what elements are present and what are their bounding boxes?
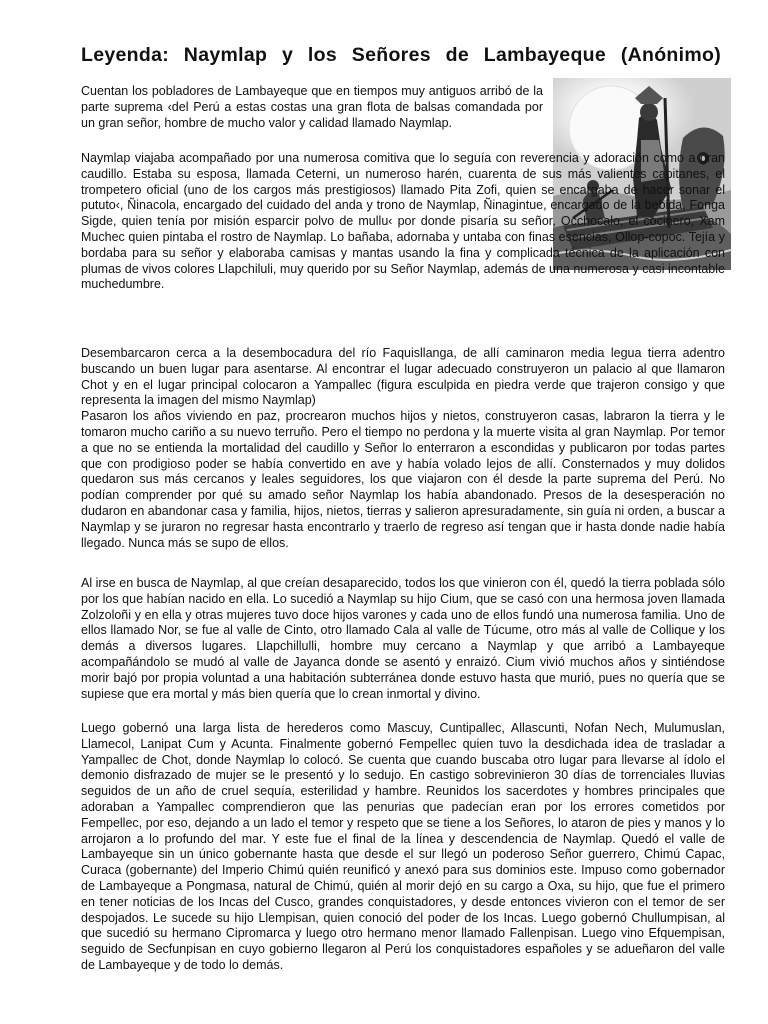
paragraph-text: Cuentan los pobladores de Lambayeque que en tiempos muy antiguos arribó de la parte suprema ‹del Perú a estas costas una gran flota de balsas comandada por un gran señor, hombre de mucho valor y calidad llamado Naymlap. — [81, 84, 543, 130]
paragraph-cium — [81, 576, 725, 702]
paragraph-text: Desembarcaron cerca a la desembocadura del río Faquisllanga, de allí caminaron media legua tierra adentro buscando un buen lugar para asentarse. Al encontrar el lugar adecuado construyeron un palacio al que llamaron Chot y en el lugar principal colocaron a Yampallec (figura esculpida en piedra verde que trajeron consigo y que representa la imagen del mismo Naymlap) — [81, 346, 725, 408]
paragraph-text: Naymlap viajaba acompañado por una numerosa comitiva que lo seguía con reverencia y adoración como a gran caudillo. Estaba su esposa, llamada Ceterni, un numeroso harén, cuarenta de sus más valientes capitanes, el trompetero oficial (uno de los cargos más prestigiosos) llamado Pita Zofi, quien se encargaba de hacer sonar el pututo‹, Ñinacola, encargado del cuidado del anda y trono de Naymlap, Ñinagintue, encargado de la bebida, Fonga Sigde, quien tenía por misión esparcir polvo de mullu‹ por donde pisaría su señor, Occhocalo, el cocinero, Xam Muchec quien pintaba el rostro de Naymlap. Lo bañaba, adornaba y untaba con finas esencias, Ollop-copoc. Tejía y bordaba para su señor y elaboraba camisas y mantas usando la fina y complicada técnica de la aplicación con plumas de vivos colores Llapchiluli, muy querido por su Señor Naymlap, además de una numerosa y casi incontable muchedumbre. — [81, 151, 725, 292]
paragraph-text: Pasaron los años viviendo en paz, procrearon muchos hijos y nietos, construyeron casas, labraron la tierra y le tomaron mucho cariño a su nuevo terruño. Pero el tiempo no perdona y la muerte visita al gran Naymlap. Por temor a que no se entienda la mortalidad del caudillo y Señor lo enterraron a escondidas y publicaron por todas partes que con prodigioso poder se había convertido en ave y había volado lejos de allí. Consternados y muy dolidos quedaron sus más cercanos y leales seguidores, los que viajaron con él desde la parte suprema del Perú. No podían comprender por qué su amado señor Naymlap los había abandonado. Presos de la desesperación no dudaron en abandonar casa y familia, hijos, nietos, tierras y salieron apresuradamente, sin guía ni orden, a buscar a Naymlap y se juraron no regresar hasta encontrarlo y traerlo de regreso así tengan que ir hasta donde nadie había llegado. Nunca más se supo de ellos. — [81, 409, 725, 550]
paragraph-herederos — [81, 721, 725, 974]
document-title: Leyenda: Naymlap y los Señores de Lambayeque (Anónimo) — [81, 44, 721, 66]
paragraph-comitiva — [81, 151, 725, 293]
paragraph-text: Luego gobernó una larga lista de herederos como Mascuy, Cuntipallec, Allascunti, Nofan Nech, Mulumuslan, Llamecol, Lanipat Cum y Acunta. Finalmente gobernó Fempellec quien tuvo la desdichada idea de trasladar a Yampallec de Chot, donde Naymlap lo colocó. Se cuenta que cuando buscaba otro lugar para llevarse al ídolo el demonio disfrazado de mujer se le presentó y lo sedujo. En castigo sobrevinieron 30 días de torrenciales lluvias seguidos de un año de cruel sequía, esterilidad y hambre. Reunidos los sacerdotes y hombres principales que adoraban a Yampallec comprendieron que las penurias que padecían eran por los errores cometidos por Fempellec, por eso, dejando a un lado el temor y respeto que se tiene a los Señores, lo ataron de pies y manos y lo arrojaron a lo profundo del mar. Y este fue el final de la línea y descendencia de Naymlap. Quedó el valle de Lambayeque sin un único gobernante hasta que desde el sur llegó un poderoso Señor guerrero, Chimú Capac, Curaca (gobernante) del Imperio Chimú quién reunificó y anexó para sus dominios este. Impuso como gobernador de Lambayeque a Pongmasa, natural de Chimú, quién al morir dejó en su cargo a Oxa, su hijo, que fue el primero en tener noticias de los Incas del Cusco, grandes conquistadores, y desde entonces vivieron con el temor de ser despojados. Le sucede su hijo Llempisan, quien conoció del poder de los Incas. Luego gobernó Chullumpisan, al que sucedió su hermano Cipromarca y luego otro hermano menor llamado Fallenpisan. Luego vino Efquempisan, seguido de Secfunpisan en cuyo gobierno llegaron al Perú los conquistadores españoles y se adueñaron del valle de Lambayeque y de todo lo demás. — [81, 721, 725, 972]
paragraph-text: Al irse en busca de Naymlap, al que creían desaparecido, todos los que vinieron con él, quedó la tierra poblada sólo por los que habían nacido en ella. Lo sucedió a Naymlap su hijo Cium, que se casó con una hermosa joven llamada Zolzoloñi y en ella y otras mujeres tuvo doce hijos varones y cada uno de ellos fundó una numerosa familia. Uno de ellos llamado Nor, se fue al valle de Cinto, otro llamado Cala al valle de Túcume, otro más al valle de Collique y los demás a diversos lugares. Llapchillulli, hombre muy cercano a Naymlap y que arribó a Lambayeque acompañándolo se mudó al valle de Jayanca donde se asentó y enraizó. Cium vivió muchos años y sintiéndose morir bajó por propia voluntad a una habitación subterránea donde estuvo hasta que murió, pues no quería que se supiese que era mortal y más bien quería que lo crean inmortal y divino. — [81, 576, 725, 701]
paragraph-desembarco — [81, 346, 725, 551]
